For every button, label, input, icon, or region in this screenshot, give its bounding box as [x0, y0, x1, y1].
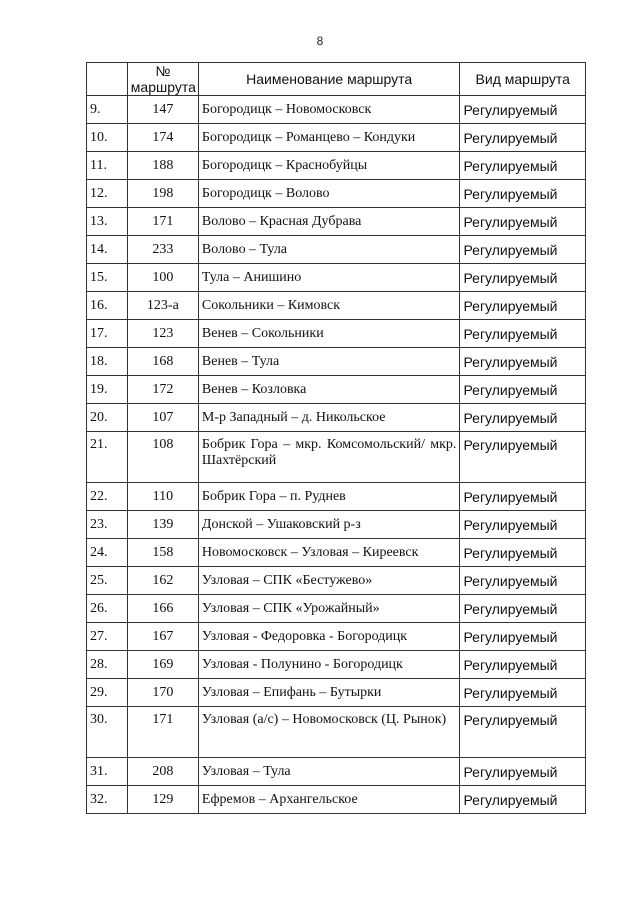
table-row — [87, 707, 586, 758]
table-row — [87, 208, 586, 236]
route-number: 100 — [127, 264, 198, 292]
route-number: 168 — [127, 348, 198, 376]
row-index: 16. — [87, 292, 128, 320]
table-row — [87, 651, 586, 679]
route-type: Регулируемый — [460, 679, 586, 707]
route-name: Узловая - Полунино - Богородицк — [198, 651, 460, 679]
route-type: Регулируемый — [460, 432, 586, 483]
route-type: Регулируемый — [460, 511, 586, 539]
row-index: 25. — [87, 567, 128, 595]
routes-table — [86, 62, 586, 814]
route-number: 208 — [127, 758, 198, 786]
header-route-number — [127, 63, 198, 96]
route-name: Венев – Тула — [198, 348, 460, 376]
route-number: 110 — [127, 483, 198, 511]
route-number: 147 — [127, 96, 198, 124]
route-name: Ефремов – Архангельское — [198, 786, 460, 814]
table-header-row — [87, 63, 586, 96]
row-index: 14. — [87, 236, 128, 264]
route-type: Регулируемый — [460, 483, 586, 511]
route-type: Регулируемый — [460, 539, 586, 567]
table-row — [87, 432, 586, 483]
route-number: 174 — [127, 124, 198, 152]
route-name: Богородицк – Новомосковск — [198, 96, 460, 124]
table-row — [87, 236, 586, 264]
header-number-sign: № — [155, 63, 171, 79]
route-name: Узловая (а/с) – Новомосковск (Ц. Рынок) — [198, 707, 460, 758]
route-number: 188 — [127, 152, 198, 180]
route-name: Узловая – Епифань – Бутырки — [198, 679, 460, 707]
route-type: Регулируемый — [460, 152, 586, 180]
header-route-type: Вид маршрута — [460, 63, 586, 96]
route-number: 158 — [127, 539, 198, 567]
table-row — [87, 483, 586, 511]
route-number: 129 — [127, 786, 198, 814]
table-row — [87, 623, 586, 651]
route-number: 123-а — [127, 292, 198, 320]
route-type: Регулируемый — [460, 96, 586, 124]
table-row — [87, 180, 586, 208]
route-number: 169 — [127, 651, 198, 679]
table-row — [87, 679, 586, 707]
route-name: Новомосковск – Узловая – Киреевск — [198, 539, 460, 567]
table-row — [87, 567, 586, 595]
route-name: Богородицк – Краснобуйцы — [198, 152, 460, 180]
route-name: Волово – Тула — [198, 236, 460, 264]
route-name: Венев – Сокольники — [198, 320, 460, 348]
table-row — [87, 320, 586, 348]
route-name: Узловая – СПК «Бестужево» — [198, 567, 460, 595]
row-index: 17. — [87, 320, 128, 348]
route-number: 233 — [127, 236, 198, 264]
row-index: 30. — [87, 707, 128, 758]
route-type: Регулируемый — [460, 623, 586, 651]
row-index: 18. — [87, 348, 128, 376]
route-type: Регулируемый — [460, 348, 586, 376]
row-index: 22. — [87, 483, 128, 511]
route-number: 172 — [127, 376, 198, 404]
row-index: 11. — [87, 152, 128, 180]
route-number: 167 — [127, 623, 198, 651]
header-route-name: Наименование маршрута — [198, 63, 460, 96]
row-index: 9. — [87, 96, 128, 124]
route-type: Регулируемый — [460, 292, 586, 320]
route-type: Регулируемый — [460, 236, 586, 264]
row-index: 31. — [87, 758, 128, 786]
page-number: 8 — [316, 34, 324, 48]
route-name: Узловая – Тула — [198, 758, 460, 786]
route-type: Регулируемый — [460, 758, 586, 786]
row-index: 28. — [87, 651, 128, 679]
route-type: Регулируемый — [460, 264, 586, 292]
route-name: Бобрик Гора – п. Руднев — [198, 483, 460, 511]
route-type: Регулируемый — [460, 567, 586, 595]
route-name: М-р Западный – д. Никольское — [198, 404, 460, 432]
row-index: 23. — [87, 511, 128, 539]
route-number: 198 — [127, 180, 198, 208]
row-index: 32. — [87, 786, 128, 814]
table-row — [87, 786, 586, 814]
header-number-label: маршрута — [130, 79, 196, 95]
route-number: 139 — [127, 511, 198, 539]
route-name: Богородицк – Волово — [198, 180, 460, 208]
row-index: 19. — [87, 376, 128, 404]
route-number: 170 — [127, 679, 198, 707]
row-index: 10. — [87, 124, 128, 152]
table-row — [87, 124, 586, 152]
table-row — [87, 404, 586, 432]
table-row — [87, 96, 586, 124]
header-index — [87, 63, 128, 96]
table-row — [87, 264, 586, 292]
route-type: Регулируемый — [460, 651, 586, 679]
table-row — [87, 511, 586, 539]
route-name: Узловая - Федоровка - Богородицк — [198, 623, 460, 651]
route-type: Регулируемый — [460, 180, 586, 208]
route-number: 123 — [127, 320, 198, 348]
route-type: Регулируемый — [460, 124, 586, 152]
route-type: Регулируемый — [460, 595, 586, 623]
row-index: 27. — [87, 623, 128, 651]
table-row — [87, 152, 586, 180]
route-type: Регулируемый — [460, 376, 586, 404]
table-row — [87, 758, 586, 786]
route-number: 108 — [127, 432, 198, 483]
route-name: Волово – Красная Дубрава — [198, 208, 460, 236]
route-number: 171 — [127, 707, 198, 758]
table-row — [87, 595, 586, 623]
route-name: Сокольники – Кимовск — [198, 292, 460, 320]
route-type: Регулируемый — [460, 404, 586, 432]
route-name: Венев – Козловка — [198, 376, 460, 404]
route-number: 107 — [127, 404, 198, 432]
route-name: Узловая – СПК «Урожайный» — [198, 595, 460, 623]
route-name: Тула – Анишино — [198, 264, 460, 292]
row-index: 26. — [87, 595, 128, 623]
table-row — [87, 376, 586, 404]
route-type: Регулируемый — [460, 707, 586, 758]
table-row — [87, 539, 586, 567]
route-number: 162 — [127, 567, 198, 595]
route-type: Регулируемый — [460, 208, 586, 236]
row-index: 29. — [87, 679, 128, 707]
route-name: Бобрик Гора – мкр. Комсомольский/ мкр. Шахтёрский — [198, 432, 460, 483]
route-type: Регулируемый — [460, 786, 586, 814]
route-number: 166 — [127, 595, 198, 623]
route-type: Регулируемый — [460, 320, 586, 348]
row-index: 13. — [87, 208, 128, 236]
row-index: 24. — [87, 539, 128, 567]
table-row — [87, 292, 586, 320]
route-name: Донской – Ушаковский р-з — [198, 511, 460, 539]
row-index: 12. — [87, 180, 128, 208]
table-row — [87, 348, 586, 376]
row-index: 15. — [87, 264, 128, 292]
route-name: Богородицк – Романцево – Кондуки — [198, 124, 460, 152]
row-index: 20. — [87, 404, 128, 432]
row-index: 21. — [87, 432, 128, 483]
route-number: 171 — [127, 208, 198, 236]
